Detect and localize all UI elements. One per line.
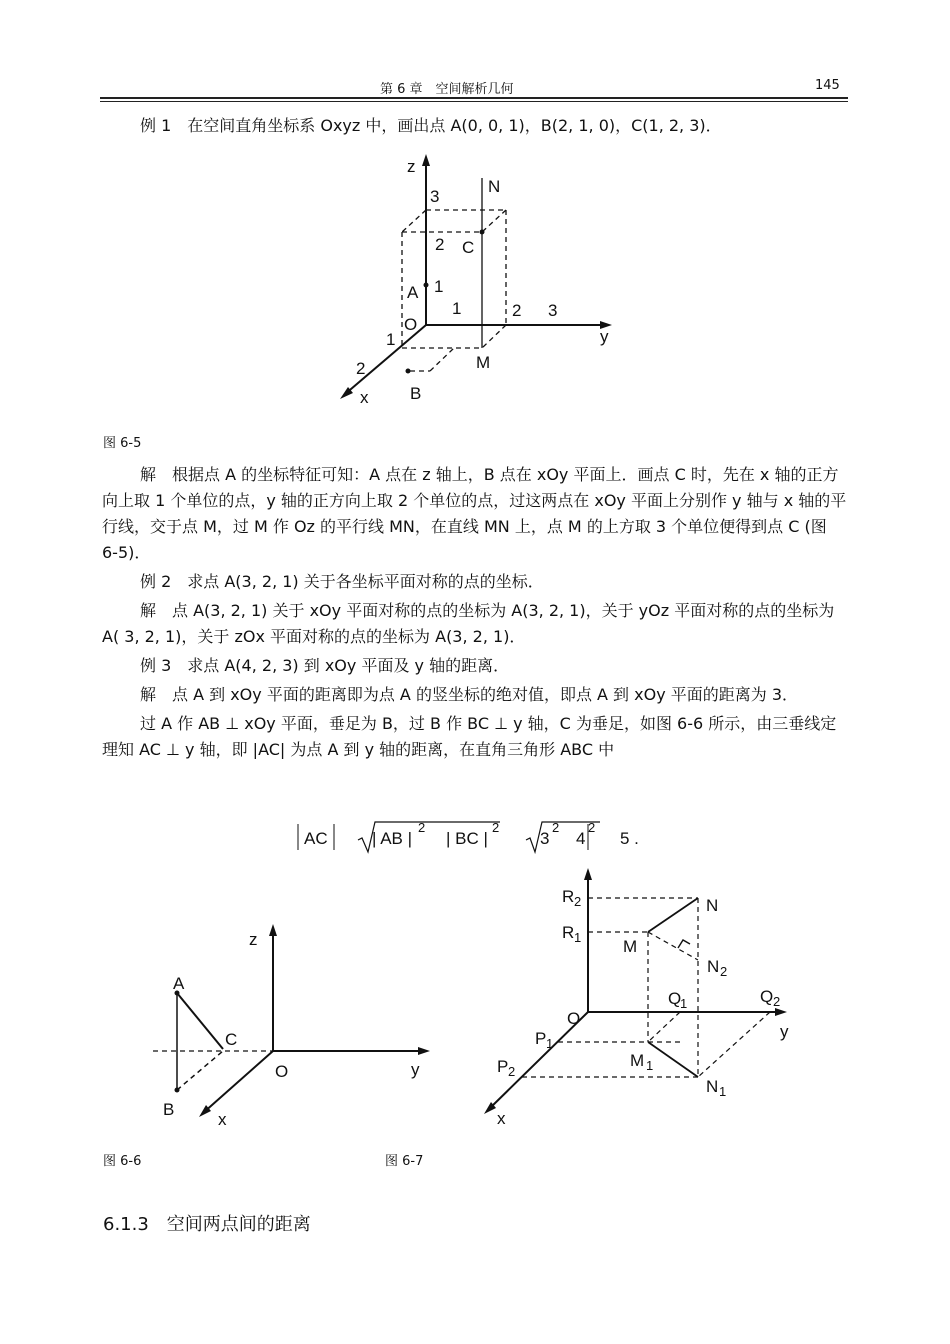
x-axis — [203, 1051, 273, 1113]
y-arrow — [418, 1047, 430, 1055]
label-x1: 1 — [386, 330, 396, 349]
label-a: A — [173, 974, 185, 993]
distance-formula — [290, 812, 670, 860]
formula-exp-1: 2 — [418, 820, 426, 835]
segment-bc — [177, 1051, 223, 1090]
formula-exp-2: 2 — [492, 820, 500, 835]
point-b — [406, 369, 411, 374]
label-b: B — [163, 1100, 175, 1119]
label-r2: R — [562, 887, 575, 906]
page-number: 145 — [815, 78, 840, 93]
label-y3: 3 — [548, 301, 558, 320]
z-arrow — [422, 154, 430, 166]
fig-6-6-caption: 图 6-6 — [103, 1154, 142, 1169]
label-p1: P — [535, 1029, 547, 1048]
label-x2: 2 — [356, 359, 366, 378]
label-o: O — [275, 1062, 289, 1081]
segment-m1n1 — [648, 1042, 698, 1077]
label-r1: R — [562, 923, 575, 942]
label-q1-sub: 1 — [680, 996, 688, 1011]
example-2: 例 2 求点 A(3, 2, 1) 关于各坐标平面对称的点的坐标． — [140, 572, 544, 591]
label-y: y — [780, 1022, 789, 1041]
z-arrow — [269, 924, 277, 936]
y-arrow — [775, 1008, 787, 1016]
label-q1: Q — [668, 989, 682, 1008]
formula-ab: | AB | — [372, 829, 413, 848]
fig-6-7-caption: 图 6-7 — [385, 1154, 424, 1169]
label-x: x — [497, 1109, 506, 1128]
label-p2-sub: 2 — [508, 1064, 516, 1079]
label-q2-sub: 2 — [773, 994, 781, 1009]
label-a: A — [407, 283, 419, 302]
label-x: x — [218, 1110, 227, 1129]
label-m: M — [476, 353, 491, 372]
label-n2-sub: 2 — [720, 964, 728, 979]
point-c — [480, 230, 485, 235]
right-angle-mark — [678, 940, 690, 948]
label-p1-sub: 1 — [546, 1036, 554, 1051]
header-rule-thin — [100, 101, 848, 102]
label-n1-sub: 1 — [719, 1084, 727, 1099]
formula-bc: | BC | — [446, 829, 488, 848]
label-z3: 3 — [430, 187, 440, 206]
example-1 — [102, 113, 847, 139]
label-m1: M — [630, 1051, 645, 1070]
label-n: N — [706, 896, 719, 915]
label-y: y — [600, 327, 609, 346]
label-n: N — [488, 177, 501, 196]
formula-result: 5 . — [620, 829, 639, 848]
fig-6-5-caption: 图 6-5 — [103, 436, 142, 451]
label-z2: 2 — [435, 235, 445, 254]
label-y: y — [411, 1060, 420, 1079]
chapter-header: 第 6 章 空间解析几何 — [380, 82, 514, 97]
label-m: M — [623, 937, 638, 956]
label-n1: N — [706, 1077, 719, 1096]
example-1-text: 例 1 在空间直角坐标系 Oxyz 中，画出点 A(0, 0, 1)，B(2, 1, 0)，C(1, 2, 3)． — [140, 116, 722, 135]
segment-mn — [648, 898, 698, 932]
formula-exp-3: 2 — [552, 820, 560, 835]
label-z1: 1 — [434, 277, 444, 296]
label-o: O — [567, 1009, 581, 1028]
figure-6-6 — [145, 915, 445, 1135]
dashed-lines — [522, 898, 770, 1077]
header-rule-thick — [100, 97, 848, 99]
formula-3: 3 — [540, 829, 550, 848]
formula-lhs: AC — [304, 829, 328, 848]
formula-exp-4: 2 — [588, 820, 596, 835]
point-a — [424, 283, 429, 288]
label-n2: N — [707, 957, 720, 976]
figure-6-7 — [480, 862, 820, 1137]
label-o: O — [404, 315, 418, 334]
section-heading: 6.1.3 空间两点间的距离 — [103, 1214, 311, 1235]
label-z: z — [249, 930, 258, 949]
label-r2-sub: 2 — [574, 894, 582, 909]
label-c: C — [462, 238, 475, 257]
label-m1-sub: 1 — [646, 1058, 654, 1073]
solution-block — [102, 462, 847, 763]
label-z: z — [407, 157, 416, 176]
figure-6-5 — [330, 150, 630, 415]
label-p2: P — [497, 1057, 509, 1076]
label-y2: 2 — [512, 301, 522, 320]
solution-3: 解 点 A 到 xOy 平面的距离即为点 A 的竖坐标的绝对值，即点 A 到 xOy 平面的距离为 3． — [140, 685, 799, 704]
label-r1-sub: 1 — [574, 930, 582, 945]
solution-1: 解 根据点 A 的坐标特征可知：A 点在 z 轴上，B 点在 xOy 平面上．画点 C 时，先在 x 轴的正方向上取 1 个单位的点，y 轴的正方向上取 2 个单位的点，过这两点在 xOy 平面上分别作 y 轴与 x 轴的平行线，交于点 M，过 M 作 Oz 的平行线 MN，在直线 MN 上，点 M 的上方取 3 个单位便得到点 C (图 6-5)． — [102, 465, 847, 562]
label-q2: Q — [760, 987, 774, 1006]
label-b: B — [410, 384, 422, 403]
point-b — [175, 1088, 180, 1093]
label-x: x — [360, 388, 369, 407]
segment-ac — [177, 993, 223, 1049]
solution-3b: 过 A 作 AB ⊥ xOy 平面，垂足为 B，过 B 作 BC ⊥ y 轴，C 为垂足，如图 6-6 所示，由三垂线定理知 AC ⊥ y 轴，即 |AC| 为点 A 到 y 轴的距离，在直角三角形 ABC 中 — [102, 714, 837, 759]
z-arrow — [584, 868, 592, 880]
solution-2: 解 点 A(3, 2, 1) 关于 xOy 平面对称的点的坐标为 A(3, 2, 1)，关于 yOz 平面对称的点的坐标为 A( 3, 2, 1)，关于 zOx 平面对称的点的坐标为 A(3, 2, 1)． — [102, 601, 835, 646]
example-3: 例 3 求点 A(4, 2, 3) 到 xOy 平面及 y 轴的距离． — [140, 656, 510, 675]
label-y1: 1 — [452, 299, 462, 318]
formula-4: 4 — [576, 829, 586, 848]
label-c: C — [225, 1030, 238, 1049]
